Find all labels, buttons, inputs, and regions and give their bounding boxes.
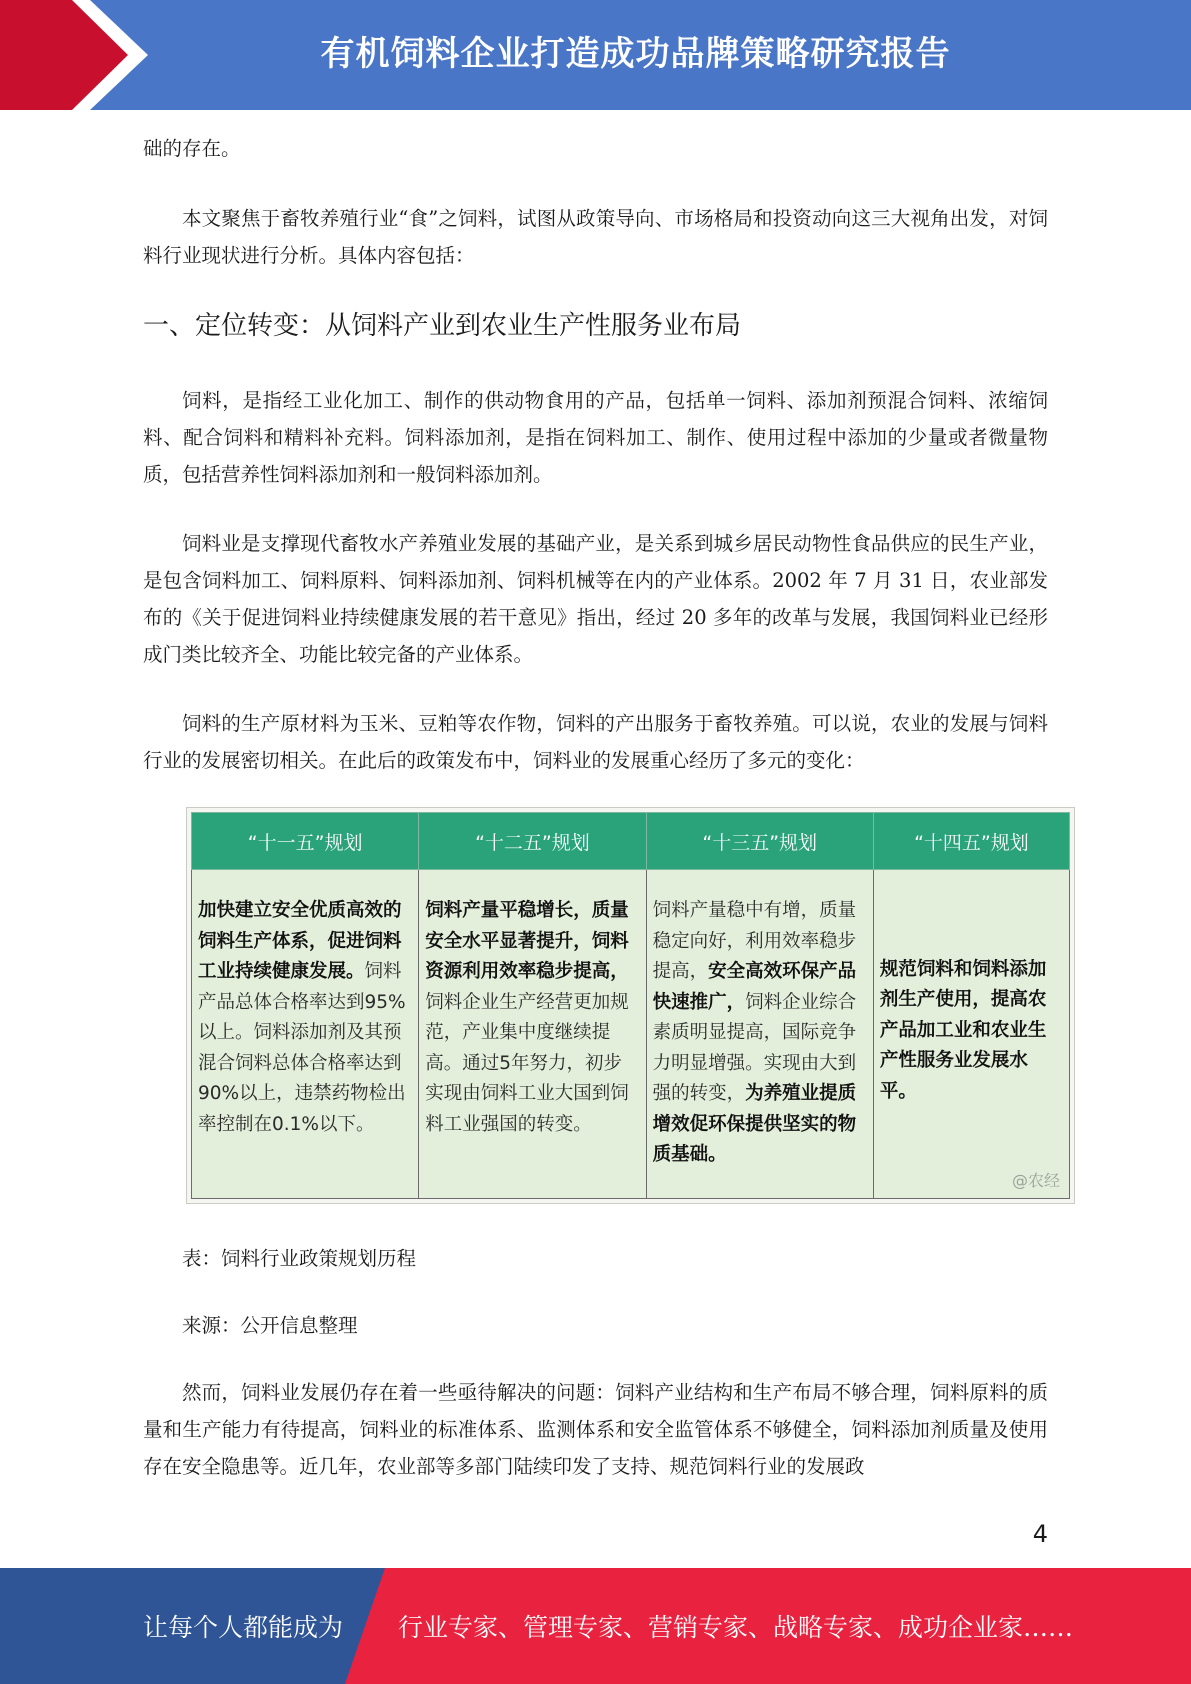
page-header [0, 0, 1191, 110]
paragraph: 饲料的生产原材料为玉米、豆粕等农作物，饲料的产出服务于畜牧养殖。可以说，农业的发展与饲料行业的发展密切相关。在此后的政策发布中，饲料业的发展重心经历了多元的变化： [143, 712, 1048, 772]
table-cell: 饲料产量稳中有增，质量稳定向好，利用效率稳步提高，安全高效环保产品快速推广，饲料企业综合素质明显提高，国际竞争力明显增强。实现由大到强的转变，为养殖业提质增效促环保提供坚实的物质基础。 [646, 870, 873, 1199]
table-cell: 加快建立安全优质高效的饲料生产体系，促进饲料工业持续健康发展。饲料产品总体合格率达到95%以上。饲料添加剂及其预混合饲料总体合格率达到90%以上，违禁药物检出率控制在0.1%以下。 [192, 870, 419, 1199]
table-source: 来源：公开信息整理 [182, 1314, 358, 1337]
paragraph: 饲料业是支撑现代畜牧水产养殖业发展的基础产业，是关系到城乡居民动物性食品供应的民生产业，是包含饲料加工、饲料原料、饲料添加剂、饲料机械等在内的产业体系。2002 年 7 月 31 日，农业部发布的《关于促进饲料业持续健康发展的若干意见》指出，经过 20 多年的改革与发展，我国饲料业已经形成门类比较齐全、功能比较完备的产业体系。 [143, 532, 1048, 666]
footer-slogan-right: 行业专家、管理专家、营销专家、战略专家、成功企业家…… [398, 1613, 1074, 1642]
table-header-cell: “十四五”规划 [873, 813, 1069, 870]
policy-table-image [186, 807, 1075, 1204]
paragraph: 本文聚焦于畜牧养殖行业“食”之饲料，试图从政策导向、市场格局和投资动向这三大视角出发，对饲料行业现状进行分析。具体内容包括： [143, 207, 1048, 267]
footer-slogan-left: 让每个人都能成为 [143, 1613, 344, 1642]
table-cell: 饲料产量平稳增长，质量安全水平显著提升，饲料资源利用效率稳步提高，饲料企业生产经营更加规范，产业集中度继续提高。通过5年努力，初步实现由饲料工业大国到饲料工业强国的转变。 [419, 870, 646, 1199]
paragraph: 础的存在。 [143, 137, 241, 160]
table-caption: 表：饲料行业政策规划历程 [182, 1247, 417, 1270]
table-cell: 规范饲料和饲料添加剂生产使用，提高农产品加工业和农业生产性服务业发展水平。 [873, 870, 1069, 1199]
watermark: @农经 [1011, 1171, 1060, 1190]
paragraph: 饲料，是指经工业化加工、制作的供动物食用的产品，包括单一饲料、添加剂预混合饲料、浓缩饲料、配合饲料和精料补充料。饲料添加剂，是指在饲料加工、制作、使用过程中添加的少量或者微量物质，包括营养性饲料添加剂和一般饲料添加剂。 [143, 389, 1048, 486]
header-title: 有机饲料企业打造成功品牌策略研究报告 [320, 34, 951, 74]
table-header-cell: “十三五”规划 [646, 813, 873, 870]
paragraph: 然而，饲料业发展仍存在着一些亟待解决的问题：饲料产业结构和生产布局不够合理，饲料原料的质量和生产能力有待提高，饲料业的标准体系、监测体系和安全监管体系不够健全，饲料添加剂质量及使用存在安全隐患等。近几年，农业部等多部门陆续印发了支持、规范饲料行业的发展政 [143, 1381, 1048, 1478]
section-heading: 一、定位转变：从饲料产业到农业生产性服务业布局 [143, 311, 742, 341]
table-header-cell: “十二五”规划 [419, 813, 646, 870]
page-number: 4 [1032, 1520, 1048, 1548]
table-header-cell: “十一五”规划 [192, 813, 419, 870]
page-footer [0, 1568, 1191, 1684]
document-body [143, 130, 1060, 1517]
